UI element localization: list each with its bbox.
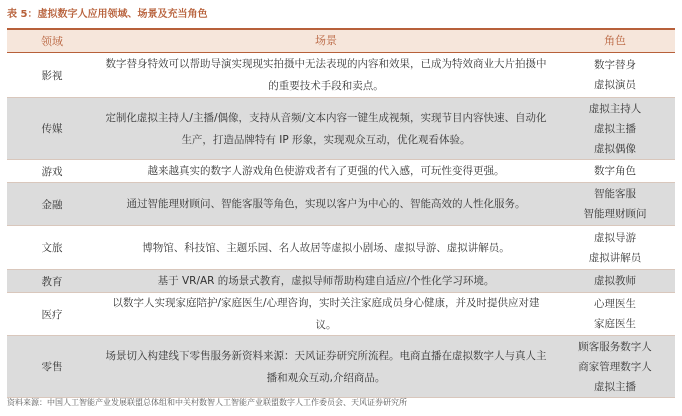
role-item: 虚拟偶像 [594,142,636,155]
role-item: 心理医生 [594,298,636,310]
table-row [7,336,675,398]
role-item: 虚拟主持人 [588,102,642,115]
header-field: 领域 [41,35,63,48]
cell-field: 零售 [41,361,63,373]
application-table [7,28,675,398]
cell-scene: 博物馆、科技馆、主题乐园、名人故居等虚拟小剧场、虚拟导游、虚拟讲解员。 [142,241,510,254]
role-item: 虚拟演员 [594,79,636,91]
cell-field: 文旅 [41,242,63,254]
header-scene: 场景 [315,34,337,47]
table-header-row [7,30,675,53]
cell-roles [555,99,675,159]
cell-roles [555,161,675,181]
cell-scene: 定制化虚拟主持人/主播/偶像，支持从音频/文本内容一键生成视频，实现节目内容快速、自动化生产，打造品牌特有 IP 形象，实现观众互动，优化观看体验。 [105,111,547,146]
table-row [7,183,675,226]
cell-field: 医疗 [41,308,63,321]
source-note: 资料来源：中国人工智能产业发展联盟总体组和中关村数智人工智能产业联盟数字人工作委员会、天风证券研究所 [7,398,407,407]
table-row [7,98,675,160]
table-row [7,293,675,336]
cell-roles [555,337,675,397]
cell-field: 传媒 [41,123,63,135]
role-item: 虚拟教师 [594,275,636,287]
cell-roles [555,271,675,291]
table-row [7,270,675,293]
cell-roles [555,184,675,224]
role-item: 智能理财顾问 [583,208,647,220]
role-item: 数字替身 [594,59,636,71]
cell-scene: 以数字人实现家庭陪护/家庭医生/心理咨询，实时关注家庭成员身心健康，并及时提供应对建议。 [112,297,540,331]
role-item: 智能客服 [594,188,636,200]
table-row [7,53,675,98]
role-item: 虚拟主播 [594,380,636,393]
cell-scene: 场景切入构建线下零售服务新资料来源：天风证券研究所流程。电商直播在虚拟数字人与真人主播和观众互动,介绍商品。 [105,349,547,384]
role-item: 虚拟讲解员 [588,251,642,264]
header-role: 角色 [604,34,626,47]
role-item: 商家管理数字人 [578,360,652,373]
cell-field: 教育 [41,275,63,288]
cell-scene: 基于 VR/AR 的场景式教育，虚拟导师帮助构建自适应/个性化学习环境。 [157,275,495,287]
cell-roles [555,294,675,334]
table-row [7,226,675,270]
role-item: 家庭医生 [594,318,636,330]
table-row [7,160,675,183]
role-item: 数字角色 [594,165,636,177]
table-title: 表 5：虚拟数字人应用领域、场景及充当角色 [7,9,208,20]
cell-roles [555,228,675,268]
role-item: 虚拟导游 [594,231,636,244]
cell-field: 影视 [41,69,63,82]
role-item: 顾客服务数字人 [578,340,652,353]
cell-field: 游戏 [41,165,63,178]
cell-scene: 数字替身特效可以帮助导演实现现实拍摄中无法表现的内容和效果，已成为特效商业大片拍摄中的重要技术手段和卖点。 [105,58,547,92]
role-item: 虚拟主播 [594,122,636,135]
cell-roles [555,55,675,95]
cell-scene: 越来越真实的数字人游戏角色使游戏者有了更强的代入感，可玩性变得更强。 [147,165,505,177]
cell-field: 金融 [41,198,63,211]
cell-scene: 通过智能理财顾问、智能客服等角色，实现以客户为中心的、智能高效的人性化服务。 [126,198,526,210]
